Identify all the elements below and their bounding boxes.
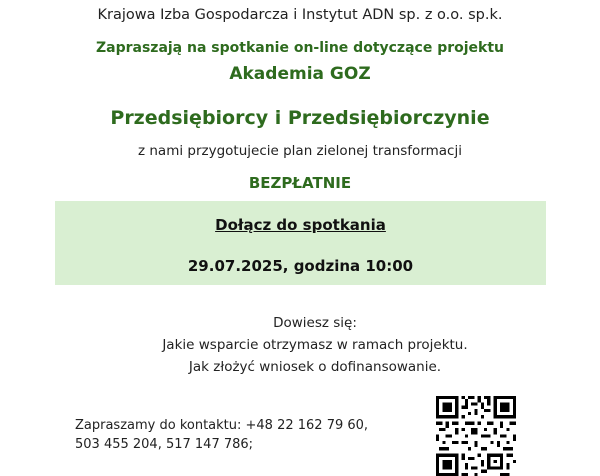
contact-line-2: 503 455 204, 517 147 786; xyxy=(75,437,254,452)
qr-code-icon xyxy=(436,396,516,476)
price-label: BEZPŁATNIE xyxy=(248,174,352,192)
audience-subtitle: z nami przygotujecie plan zielonej transformacji xyxy=(138,143,462,159)
organizer-line: Krajowa Izba Gospodarcza i Instytut ADN sp. z o.o. sp.k. xyxy=(97,7,503,23)
audience-title: Przedsiębiorcy i Przedsiębiorczynie xyxy=(110,107,490,129)
learn-item-support: Jakie wsparcie otrzymasz w ramach projektu. xyxy=(162,337,468,353)
meeting-box xyxy=(55,201,546,285)
learn-item-application: Jak złożyć wniosek o dofinansowanie. xyxy=(188,359,442,375)
invitation-line: Zapraszają na spotkanie on-line dotyczące projektu xyxy=(95,40,505,56)
meeting-datetime: 29.07.2025, godzina 10:00 xyxy=(187,257,414,275)
join-meeting-link[interactable]: Dołącz do spotkania xyxy=(215,216,386,234)
contact-line-1: Zapraszamy do kontaktu: +48 22 162 79 60, xyxy=(75,418,369,433)
project-name: Akademia GOZ xyxy=(229,64,371,84)
learn-title: Dowiesz się: xyxy=(273,315,357,331)
